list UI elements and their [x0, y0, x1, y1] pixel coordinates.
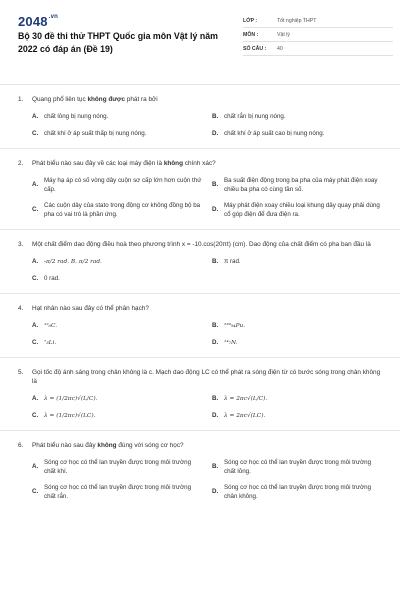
option-letter: D.: [212, 129, 219, 137]
option-letter: A.: [32, 322, 39, 329]
option-letter: C.: [32, 274, 39, 282]
option-letter: C.: [32, 206, 39, 214]
option-a[interactable]: [32, 322, 202, 331]
question-stem: [18, 441, 382, 450]
option-text: λ = (1/2πc)√(L/C).: [44, 396, 98, 402]
question-text-part: Quang phổ liên tục: [32, 96, 88, 103]
option-letter: D.: [212, 488, 219, 496]
question-text: [32, 159, 382, 168]
option-text: λ = (1/2πc)√(LC).: [44, 412, 96, 419]
meta-value: Tốt nghiệp THPT: [277, 17, 317, 24]
option-letter: C.: [32, 338, 39, 346]
answer-options: [18, 177, 382, 219]
option-letter: D.: [212, 206, 219, 214]
option-b[interactable]: [212, 177, 382, 194]
option-c[interactable]: [32, 130, 202, 139]
option-text: chất khí ở áp suất cao bị nung nóng.: [224, 129, 325, 137]
option-letter: B.: [212, 181, 219, 189]
option-b[interactable]: [212, 258, 382, 267]
question-number: 6.: [18, 442, 24, 449]
meta-label: LỚP :: [243, 17, 258, 24]
option-letter: B.: [212, 322, 219, 329]
option-text: ²³⁹₉₄Pu.: [224, 323, 246, 329]
answer-options: [18, 322, 382, 347]
question-5: [18, 368, 382, 420]
meta-label: MÔN :: [243, 31, 259, 38]
question-divider: [0, 430, 400, 431]
question-stem: [18, 304, 382, 313]
question-text-part: Phát biểu nào sau đây: [32, 442, 98, 449]
option-a[interactable]: [32, 395, 202, 404]
option-c[interactable]: [32, 275, 202, 284]
option-letter: C.: [32, 411, 39, 419]
option-letter: C.: [32, 129, 39, 137]
option-letter: B.: [212, 463, 219, 471]
meta-value: Vật lý: [277, 31, 290, 38]
option-letter: B.: [212, 113, 219, 120]
option-b[interactable]: [212, 395, 382, 404]
option-text: chất lỏng bị nung nóng.: [44, 113, 109, 120]
question-text-part: phát ra bởi: [125, 96, 158, 103]
question-divider: [0, 357, 400, 358]
question-stem: [18, 368, 382, 386]
question-number: 5.: [18, 369, 24, 376]
question-text: Hạt nhân nào sau đây có thể phân hạch?: [32, 305, 149, 312]
option-d[interactable]: [212, 130, 382, 139]
option-letter: B.: [212, 395, 219, 402]
option-b[interactable]: [212, 322, 382, 331]
option-text: -π/2 rad. B. π/2 rad.: [44, 259, 102, 265]
question-2: [18, 159, 382, 219]
question-stem: [18, 240, 382, 249]
option-letter: A.: [32, 113, 39, 120]
question-3: [18, 240, 382, 283]
option-text: π rad.: [224, 258, 241, 265]
option-letter: B.: [212, 258, 219, 265]
option-letter: D.: [212, 338, 219, 346]
meta-row-subject: [243, 28, 393, 42]
question-text-part: chính xác?: [182, 160, 216, 167]
option-text: ⁷₃Li.: [44, 339, 57, 346]
option-d[interactable]: [212, 412, 382, 421]
logo-suffix: .vn: [48, 14, 59, 20]
meta-row-class: [243, 14, 393, 28]
question-divider: [0, 229, 400, 230]
option-d[interactable]: [212, 202, 382, 219]
question-emphasis: không: [163, 160, 183, 167]
option-letter: A.: [32, 463, 39, 471]
option-text: Sóng cơ học có thể lan truyền được trong môi trường chất lỏng.: [224, 459, 372, 475]
header-divider: [0, 84, 400, 85]
question-text-part: Phát biểu nào sau đây về các loại máy điện là: [32, 160, 164, 167]
question-1: [18, 95, 382, 138]
option-text: ¹²₆C.: [44, 323, 58, 329]
option-text: chất rắn bị nung nóng.: [224, 113, 286, 120]
option-c[interactable]: [32, 339, 202, 348]
question-emphasis: không được: [87, 96, 126, 103]
question-stem: [18, 95, 382, 104]
meta-label: SỐ CÂU :: [243, 45, 267, 52]
question-number: 4.: [18, 305, 24, 312]
answer-options: [18, 395, 382, 420]
option-c[interactable]: [32, 412, 202, 421]
question-text: Một chất điểm dao động điều hoà theo phương trình x = -10.cos(20πt) (cm). Dao động của chất điểm có pha ban đầu là: [32, 241, 371, 248]
option-b[interactable]: [212, 459, 382, 476]
option-letter: A.: [32, 181, 39, 189]
option-c[interactable]: [32, 202, 202, 219]
option-a[interactable]: [32, 177, 202, 194]
meta-row-count: [243, 42, 393, 56]
question-text-part: đúng với sóng cơ học?: [116, 442, 184, 449]
answer-options: [18, 113, 382, 138]
option-d[interactable]: [212, 339, 382, 348]
answer-options: [18, 459, 382, 501]
meta-value: 40: [277, 45, 283, 52]
option-d[interactable]: [212, 484, 382, 501]
option-a[interactable]: [32, 258, 202, 267]
site-logo[interactable]: [18, 14, 58, 29]
option-text: Máy phát điện xoay chiều loại khung dây quay phải dùng cổ góp điện để đưa điện ra.: [224, 202, 380, 218]
option-text: Máy hạ áp có số vòng dây cuộn sơ cấp lớn hơn cuộn thứ cấp.: [44, 177, 202, 193]
question-number: 3.: [18, 241, 24, 248]
question-text: Gọi tốc độ ánh sáng trong chân không là c. Mạch dao động LC có thể phát ra sóng điện từ có bước sóng trong chân không là: [32, 369, 381, 385]
option-text: Sóng cơ học có thể lan truyền được trong môi trường chất rắn.: [44, 484, 192, 500]
question-6: [18, 441, 382, 501]
question-divider: [0, 148, 400, 149]
question-text: [32, 95, 382, 104]
answer-options: [18, 258, 382, 283]
question-divider: [0, 293, 400, 294]
option-letter: D.: [212, 411, 219, 419]
option-text: λ = 2πc√(LC).: [224, 412, 266, 419]
option-b[interactable]: [212, 113, 382, 122]
option-text: Sóng cơ học có thể lan truyền được trong môi trường chân không.: [224, 484, 372, 500]
option-text: Các cuộn dây của stato trong động cơ không đồng bộ ba pha có vai trò là phần ứng.: [44, 202, 201, 218]
option-text: ¹⁴₇N.: [224, 339, 238, 346]
question-emphasis: không: [97, 442, 117, 449]
option-letter: A.: [32, 395, 39, 402]
exam-meta: [243, 14, 393, 56]
option-text: 0 rad.: [44, 274, 60, 282]
document-header: [18, 14, 382, 76]
option-text: Ba suất điện động trong ba pha của máy phát điện xoay chiều ba pha có cùng tần số.: [224, 177, 378, 193]
option-a[interactable]: [32, 459, 202, 476]
question-text: [32, 441, 382, 450]
option-text: chất khí ở áp suất thấp bị nung nóng.: [44, 129, 147, 137]
logo-text: 2048: [18, 14, 48, 29]
option-text: λ = 2πc√(L/C).: [224, 396, 268, 402]
question-number: 1.: [18, 96, 24, 103]
question-4: [18, 304, 382, 347]
option-letter: A.: [32, 258, 39, 265]
question-stem: [18, 159, 382, 168]
option-a[interactable]: [32, 113, 202, 122]
page-title: Bộ 30 đề thi thử THPT Quốc gia môn Vật lý năm 2022 có đáp án (Đề 19): [18, 31, 218, 54]
option-letter: C.: [32, 488, 39, 496]
option-text: Sóng cơ học có thể lan truyền được trong môi trường chất khí.: [44, 459, 192, 475]
option-c[interactable]: [32, 484, 202, 501]
question-number: 2.: [18, 160, 24, 167]
